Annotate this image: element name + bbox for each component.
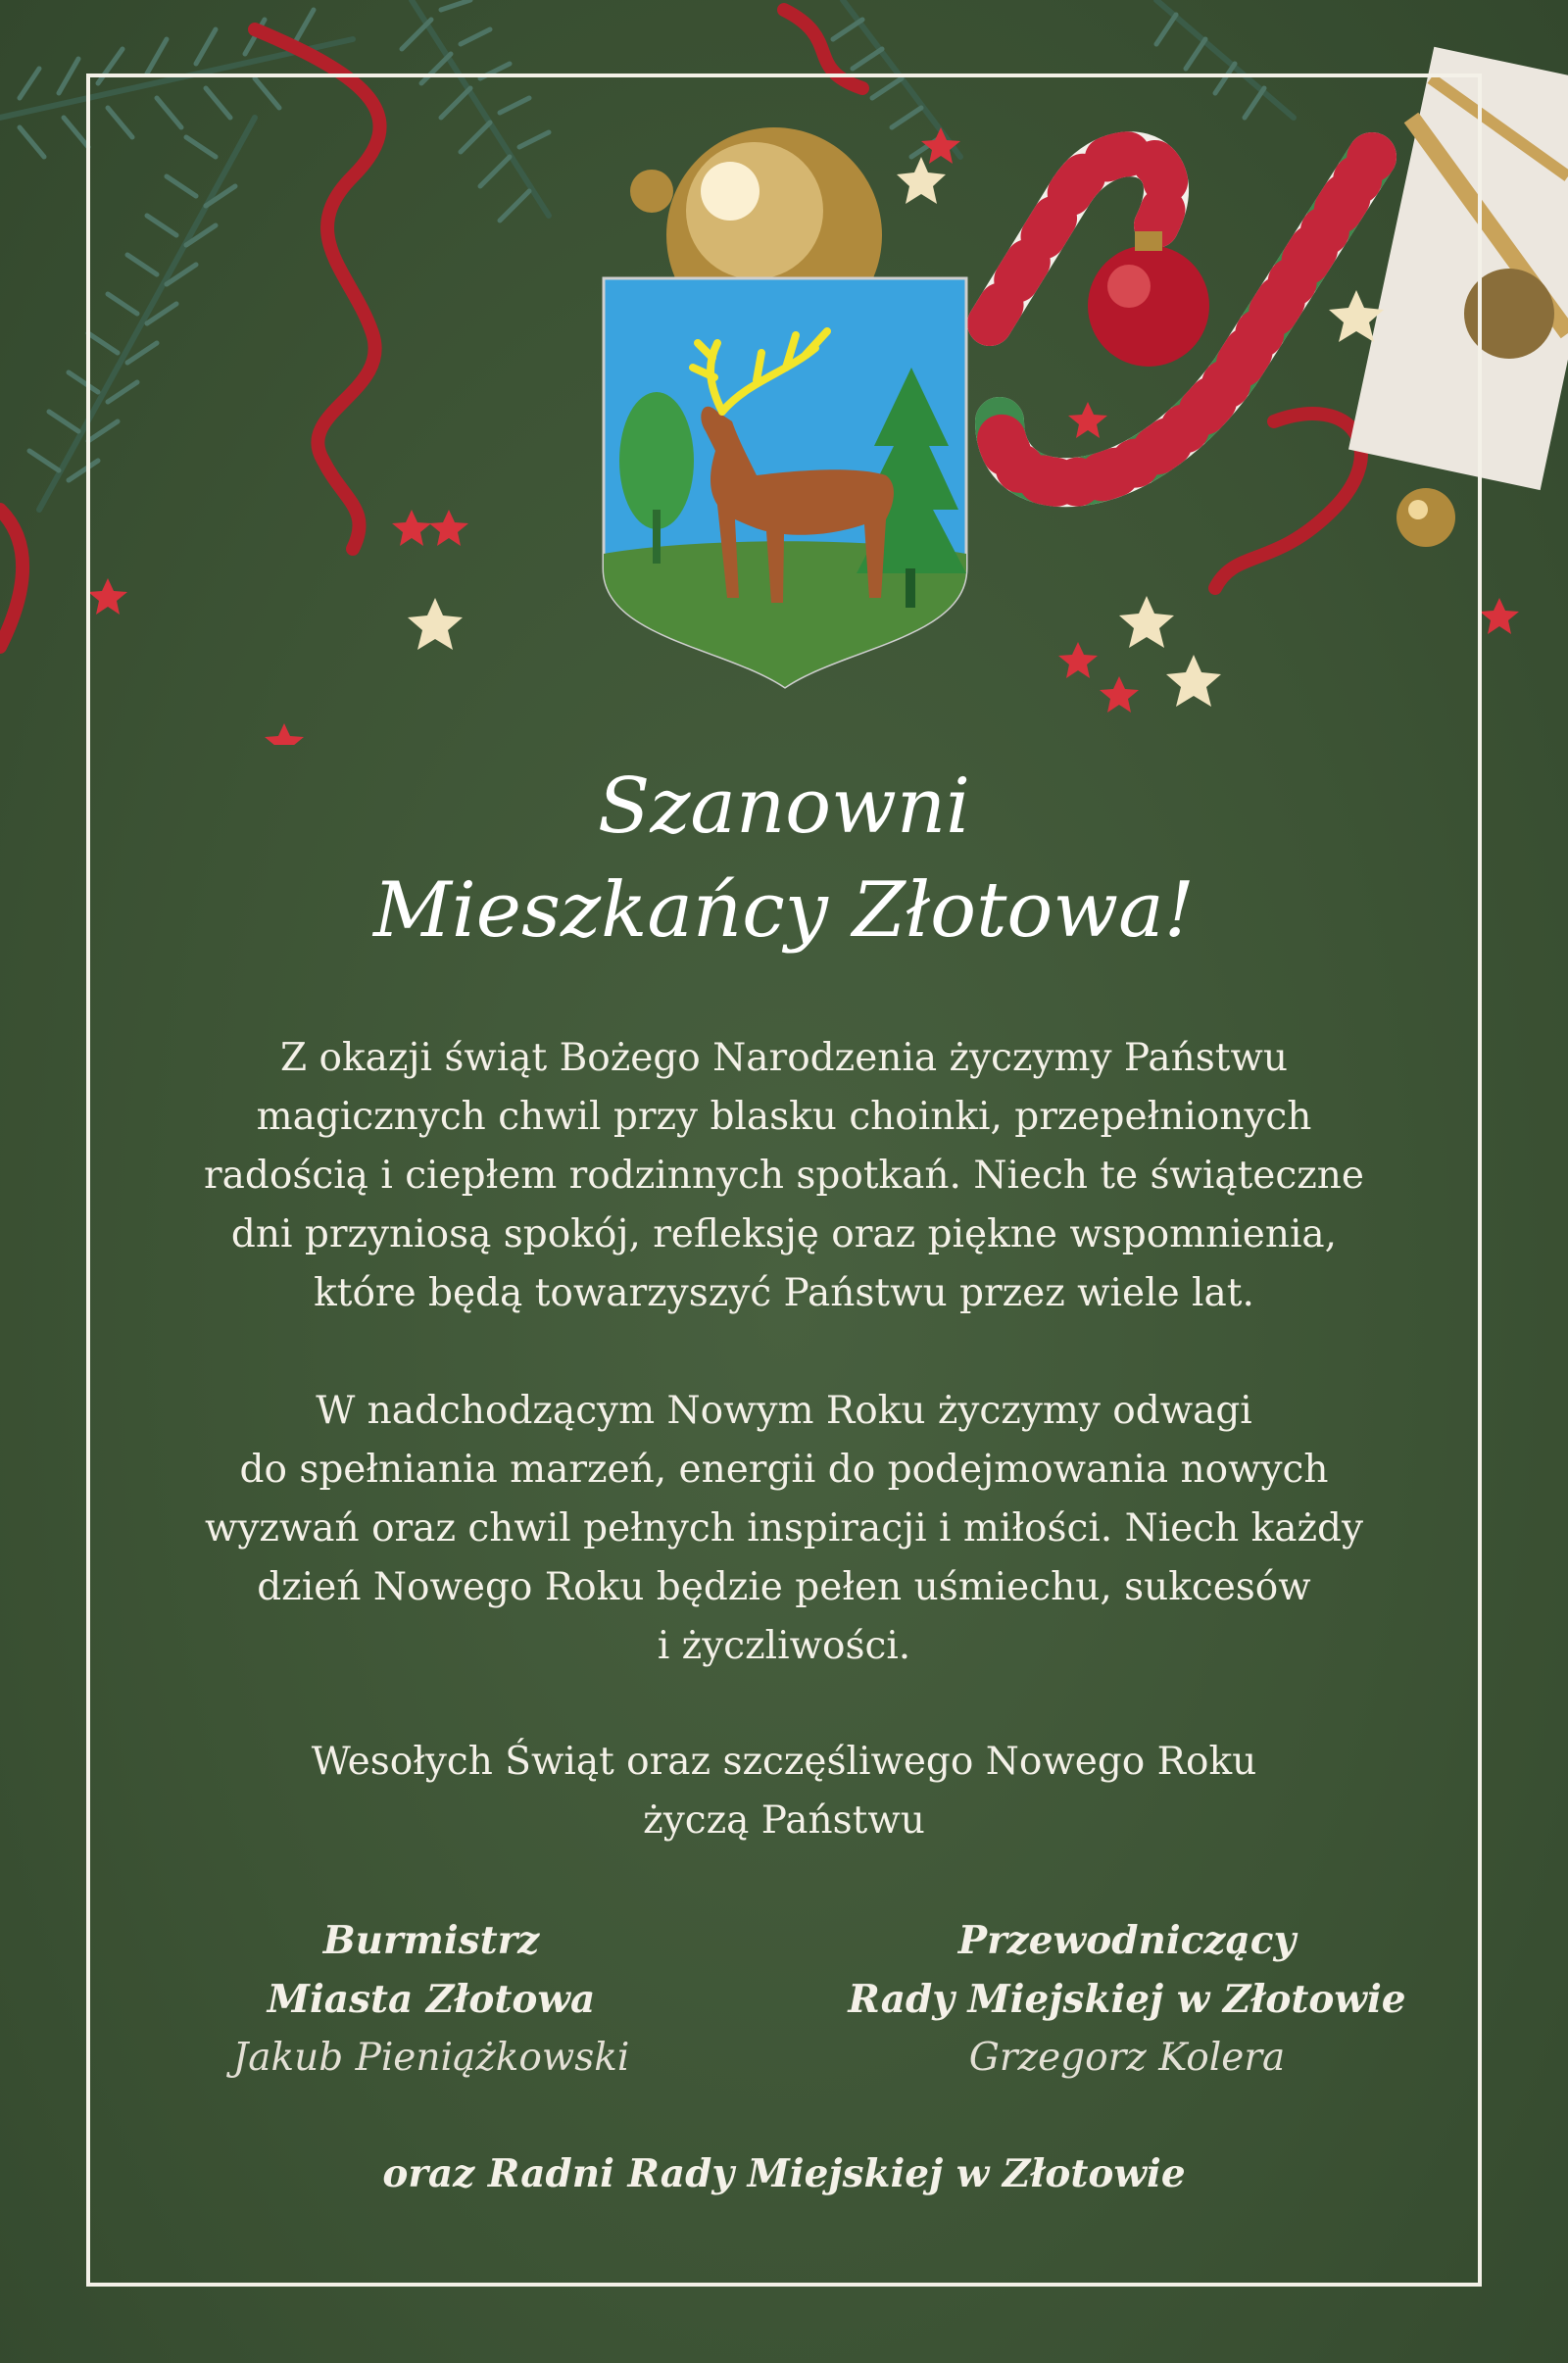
signature-role: Miasta Złotowa <box>267 1977 596 2022</box>
closing-line: oraz Radni Rady Miejskiej w Złotowie <box>382 2151 1186 2196</box>
text-line: wyzwań oraz chwil pełnych inspiracji i miłości. Niech każdy <box>204 1506 1364 1551</box>
text-line: dni przyniosą spokój, refleksję oraz piękne wspomnienia, <box>230 1212 1338 1256</box>
signature-name: Jakub Pieniążkowski <box>232 2036 630 2080</box>
text-line: Wesołych Świąt oraz szczęśliwego Nowego Roku <box>311 1740 1257 1784</box>
text-line: życzą Państwu <box>643 1798 925 1843</box>
text-line: Z okazji świąt Bożego Narodzenia życzymy Państwu <box>280 1036 1288 1080</box>
signature-role: Przewodniczący <box>957 1918 1297 1963</box>
coat-of-arms-icon <box>600 274 970 691</box>
council-chair-signature <box>833 1911 1421 2088</box>
season-greetings-paragraph <box>157 1733 1411 1850</box>
greeting-line-2: Mieszkańcy Złotowa! <box>372 866 1195 955</box>
new-year-wishes-paragraph <box>157 1382 1411 1676</box>
christmas-wishes-paragraph <box>157 1029 1411 1323</box>
text-line: radością i ciepłem rodzinnych spotkań. Niech te świąteczne <box>204 1154 1364 1198</box>
greeting-heading <box>98 755 1470 962</box>
text-line: dzień Nowego Roku będzie pełen uśmiechu, sukcesów <box>257 1565 1311 1609</box>
signature-role: Rady Miejskiej w Złotowie <box>848 1977 1406 2022</box>
mayor-signature <box>176 1911 686 2088</box>
signature-role: Burmistrz <box>322 1918 540 1963</box>
greeting-line-1: Szanowni <box>597 763 971 851</box>
signature-name: Grzegorz Kolera <box>968 2036 1286 2080</box>
text-line: do spełniania marzeń, energii do podejmowania nowych <box>239 1448 1329 1492</box>
text-line: magicznych chwil przy blasku choinki, przepełnionych <box>256 1095 1312 1139</box>
text-line: i życzliwości. <box>657 1624 911 1668</box>
text-line: które będą towarzyszyć Państwu przez wiele lat. <box>314 1271 1254 1315</box>
text-line: W nadchodzącym Nowym Roku życzymy odwagi <box>316 1389 1252 1433</box>
